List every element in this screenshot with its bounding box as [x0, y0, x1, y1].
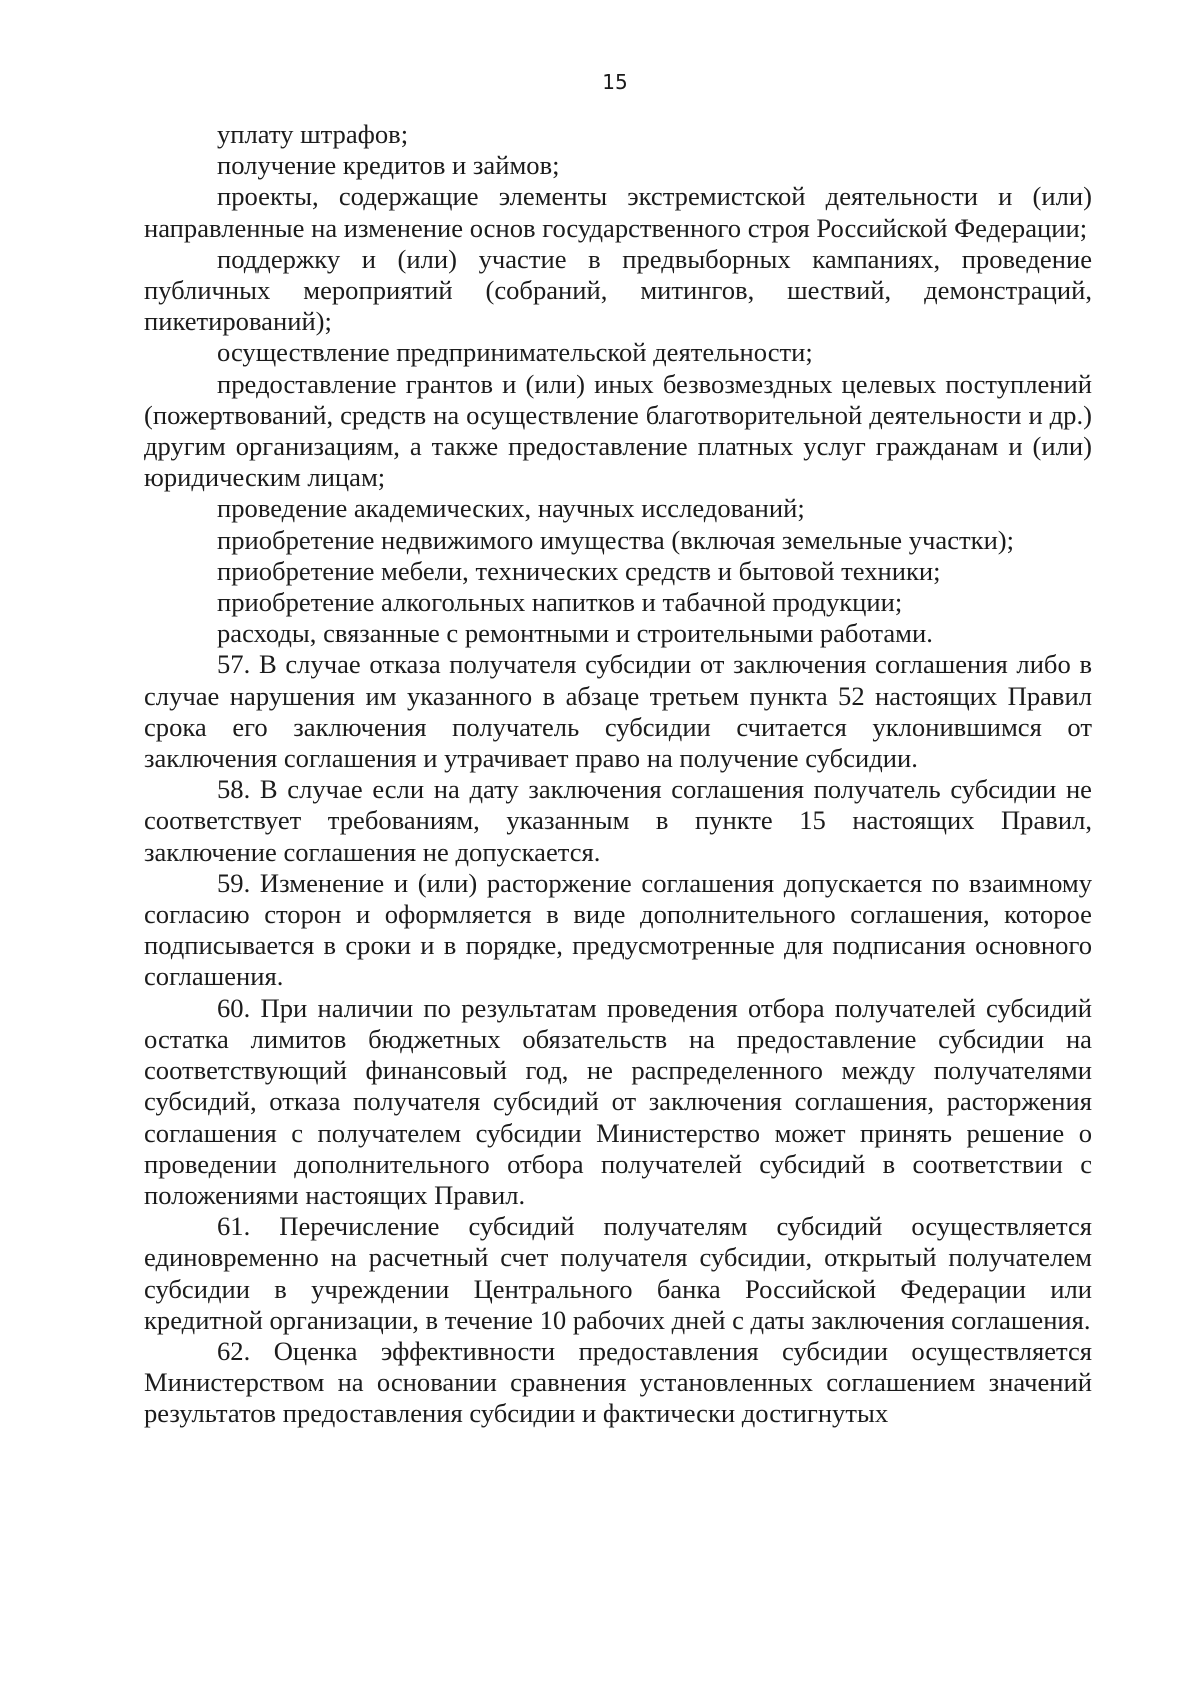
clause-61: 61. Перечисление субсидий получателям субсидий осуществляется единовременно на расчетный счет получателя субсидии, открытый получателем субсидии в учреждении Центрального банка Российской Федерации или кредитной организации, в течение 10 рабочих дней с даты заключения соглашения.: [144, 1211, 1092, 1335]
list-item-loans: получение кредитов и займов;: [217, 150, 560, 181]
list-item-repair-works: расходы, связанные с ремонтными и строительными работами.: [217, 618, 933, 649]
clause-62: 62. Оценка эффективности предоставления субсидии осуществляется Министерством на основании сравнения установленных соглашением значений результатов предоставления субсидии и фактически достигнутых: [144, 1335, 1092, 1429]
clause-60: 60. При наличии по результатам проведения отбора получателей субсидий остатка лимитов бюджетных обязательств на предоставление субсидии на соответствующий финансовый год, не распределенного между получателями субсидий, отказа получателя субсидий от заключения соглашения, расторжения соглашения с получателем субсидии Министерство может принять решение о проведении дополнительного отбора получателей субсидий в соответствии с положениями настоящих Правил.: [144, 992, 1092, 1210]
list-item-grants: предоставление грантов и (или) иных безвозмездных целевых поступлений (пожертвований, средств на осуществление благотворительной деятельности и др.) другим организациям, а также предоставление платных услуг гражданам и (или) юридическим лицам;: [144, 368, 1092, 493]
document-body: [144, 119, 1092, 1430]
page-number: 15: [602, 70, 628, 94]
list-item-alcohol-tobacco: приобретение алкогольных напитков и табачной продукции;: [217, 587, 903, 618]
clause-59: 59. Изменение и (или) расторжение соглашения допускается по взаимному согласию сторон и оформляется в виде дополнительного соглашения, которое подписывается в сроки и в порядке, предусмотренные для подписания основного соглашения.: [144, 867, 1092, 992]
list-item-real-estate: приобретение недвижимого имущества (включая земельные участки);: [217, 524, 1015, 555]
list-item-business-activity: осуществление предпринимательской деятельности;: [217, 337, 813, 368]
list-item-fines: уплату штрафов;: [217, 119, 409, 149]
list-item-election-campaigns: поддержку и (или) участие в предвыборных кампаниях, проведение публичных мероприятий (собраний, митингов, шествий, демонстраций, пикетирований);: [144, 243, 1092, 337]
clause-58: 58. В случае если на дату заключения соглашения получатель субсидии не соответствует требованиям, указанным в пункте 15 настоящих Правил, заключение соглашения не допускается.: [144, 774, 1092, 867]
list-item-extremist-projects: проекты, содержащие элементы экстремистской деятельности и (или) направленные на изменение основ государственного строя Российской Федерации;: [144, 181, 1092, 243]
list-item-furniture: приобретение мебели, технических средств и бытовой техники;: [217, 555, 941, 586]
clause-57: 57. В случае отказа получателя субсидии от заключения соглашения либо в случае нарушения им указанного в абзаце третьем пункта 52 настоящих Правил срока его заключения получатель субсидии считается уклонившимся от заключения соглашения и утрачивает право на получение субсидии.: [144, 649, 1092, 774]
list-item-research: проведение академических, научных исследований;: [217, 493, 805, 524]
